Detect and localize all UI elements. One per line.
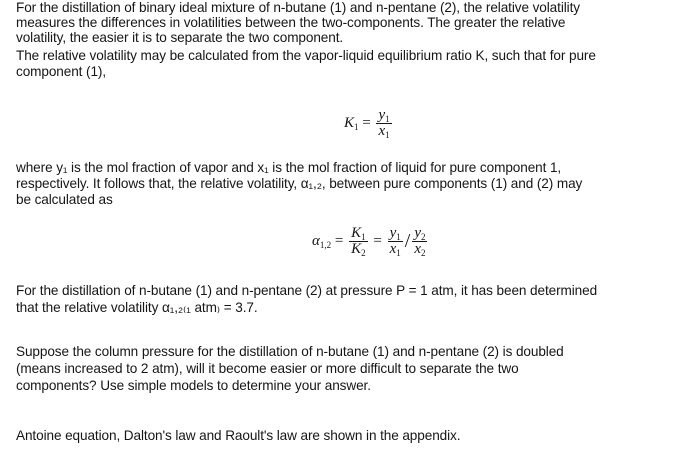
- eq2-x1-sub: 1: [396, 248, 401, 258]
- para3-line-2: respectively. It follows that, the relative volatility, α₁,₂, between pure components (1) and (2) may: [16, 176, 583, 191]
- eq1-den: x: [378, 123, 386, 139]
- eq2-k-fraction: [349, 226, 368, 257]
- eq2-slash: /: [404, 230, 411, 252]
- eq2-y1-sub: 1: [396, 232, 401, 242]
- para3-line-3: be calculated as: [16, 192, 113, 207]
- para2-line-2: component (1),: [16, 64, 107, 79]
- eq1-num-sub: 1: [385, 114, 390, 124]
- eq2-k2: K: [351, 241, 362, 257]
- equation-k1: [344, 108, 394, 139]
- para1-line-1: For the distillation of binary ideal mixture of n-butane (1) and n-pentane (2), the relative volatility: [16, 0, 580, 15]
- eq2-equals-2: =: [373, 232, 382, 249]
- eq1-lhs-sub: 1: [354, 121, 359, 132]
- eq2-k1-sub: 1: [361, 232, 366, 242]
- para3-line-1: where y₁ is the mol fraction of vapor and x₁ is the mol fraction of liquid for pure component 1,: [16, 160, 562, 175]
- eq1-num: y: [378, 107, 386, 123]
- equation-alpha: [312, 226, 429, 257]
- eq2-k1: K: [351, 225, 362, 241]
- eq2-equals-1: =: [334, 232, 344, 249]
- eq2-x2-sub: 2: [420, 248, 426, 258]
- eq2-y2: y: [414, 225, 421, 241]
- eq2-x2: x: [414, 241, 421, 257]
- eq1-equals: =: [362, 114, 371, 131]
- eq2-lhs: α: [312, 232, 320, 249]
- para5-line-2: (means increased to 2 atm), will it become easier or more difficult to separate the two: [16, 361, 519, 376]
- eq1-fraction: [376, 108, 391, 139]
- eq2-y1x1-fraction: [388, 226, 403, 257]
- eq2-y2x2-fraction: [412, 226, 427, 257]
- para5-line-3: components? Use simple models to determine your answer.: [16, 378, 371, 393]
- para4-line-2: that the relative volatility α₁,₂₍₁ atm₎ = 3.7.: [16, 300, 258, 315]
- eq2-k2-sub: 2: [361, 248, 366, 258]
- eq1-lhs: K: [344, 114, 355, 131]
- para5-line-1: Suppose the column pressure for the distillation of n-butane (1) and n-pentane (2) is doubled: [16, 344, 564, 359]
- para1-line-2: measures the differences in volatilities between the two-components. The greater the relative: [16, 15, 566, 30]
- eq2-lhs-sub: 1,2: [319, 239, 332, 250]
- para2-line-1: The relative volatility may be calculated from the vapor-liquid equilibrium ratio K, such that for pure: [16, 48, 596, 63]
- para4-line-1: For the distillation of n-butane (1) and n-pentane (2) at pressure P = 1 atm, it has been determined: [16, 283, 598, 298]
- eq2-y1: y: [389, 225, 397, 241]
- para6-line-1: Antoine equation, Dalton's law and Raoult's law are shown in the appendix.: [16, 428, 461, 443]
- para1-line-3: volatility, the easier it is to separate the two component.: [16, 30, 344, 45]
- eq2-x1: x: [389, 241, 397, 257]
- eq1-den-sub: 1: [385, 130, 390, 140]
- eq2-y2-sub: 2: [420, 232, 426, 242]
